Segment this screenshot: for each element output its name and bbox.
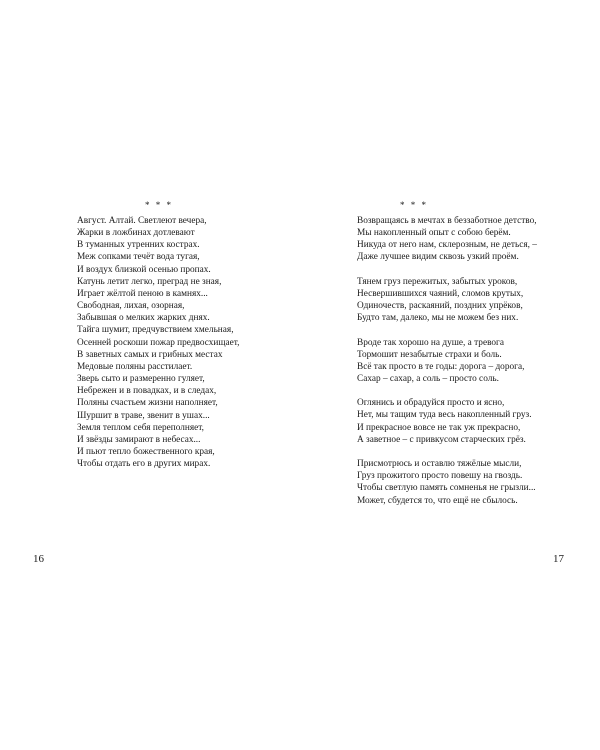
- poem-line: Поляны счастьем жизни наполняет,: [77, 398, 218, 409]
- poem-line: Тайга шумит, предчувствием хмельная,: [77, 325, 234, 336]
- poem-line: Нет, мы тащим туда весь накопленный груз.: [357, 410, 532, 421]
- poem-altai: [77, 215, 277, 470]
- poem-line: Небрежен и в повадках, и в следах,: [77, 386, 217, 397]
- page-number: 16: [33, 553, 44, 565]
- poem-line: Жарки в ложбинах дотлевают: [77, 228, 195, 239]
- poem-line: Осенней роскоши пожар предвосхищает,: [77, 337, 240, 348]
- poem-line: Земля теплом себя переполняет,: [77, 422, 204, 433]
- poem-line: Чтобы светлую память сомненья не грызли...: [357, 483, 536, 494]
- poem-line: Катунь летит легко, преград не зная,: [77, 276, 222, 287]
- poem-childhood: [357, 215, 577, 507]
- section-separator: * * *: [400, 200, 428, 210]
- stanza-gap: [357, 385, 577, 397]
- poem-line: Чтобы отдать его в других мирах.: [77, 459, 211, 470]
- stanza-gap: [357, 264, 577, 276]
- section-separator: * * *: [145, 200, 173, 210]
- poem-line: Медовые поляны расстилает.: [77, 361, 193, 372]
- poem-line: И пьют тепло божественного края,: [77, 446, 215, 457]
- poem-line: Вроде так хорошо на душе, а тревога: [357, 337, 504, 348]
- poem-line: В туманных утренних кострах.: [77, 240, 200, 251]
- poem-line: Сахар – сахар, а соль – просто соль.: [357, 374, 499, 384]
- poem-line: Даже лучшее видим сквозь узкий проём.: [357, 252, 519, 263]
- poem-line: Одиночеств, раскаяний, поздних упрёков,: [357, 301, 523, 312]
- poem-line: Мы накопленный опыт с собою берём.: [357, 228, 511, 239]
- poem-line: И воздух близкой осенью пропах.: [77, 264, 211, 275]
- stanza-gap: [357, 446, 577, 458]
- poem-line: Будто там, далеко, мы не можем без них.: [357, 313, 519, 324]
- poem-line: И прекрасное вовсе не так уж прекрасно,: [357, 422, 521, 433]
- poem-line: Тормошит незабытые страхи и боль.: [357, 349, 502, 360]
- poem-line: Груз прожитого просто повешу на гвоздь.: [357, 471, 523, 482]
- poem-line: Играет жёлтой пеною в камнях...: [77, 288, 208, 299]
- poem-line: Всё так просто в те годы: дорога – дорога,: [357, 361, 525, 372]
- poem-line: Оглянись и обрадуйся просто и ясно,: [357, 398, 505, 409]
- right-page: [300, 0, 600, 750]
- poem-line: Август. Алтай. Светлеют вечера,: [77, 216, 207, 226]
- stanza-gap: [357, 324, 577, 336]
- poem-line: Забывшая о мелких жарких днях.: [77, 313, 210, 324]
- poem-line: И звёзды замирают в небесах...: [77, 434, 201, 445]
- poem-line: Возвращаясь в мечтах в беззаботное детство,: [357, 216, 537, 226]
- poem-line: Тянем груз пережитых, забытых уроков,: [357, 276, 518, 287]
- poem-line: Присмотрюсь и оставлю тяжёлые мысли,: [357, 459, 522, 470]
- poem-line: Свободная, лихая, озорная,: [77, 301, 185, 312]
- poem-line: Шуршит в траве, звенит в ушах...: [77, 410, 210, 421]
- poem-line: Зверь сыто и размеренно гуляет,: [77, 374, 205, 385]
- poem-line: Может, сбудется то, что ещё не сбылось.: [357, 495, 518, 506]
- poem-line: Несвершившихся чаяний, сломов крутых,: [357, 288, 524, 299]
- poem-line: Никуда от него нам, склерозным, не деться, –: [357, 240, 537, 251]
- page-number: 17: [553, 553, 564, 565]
- poem-line: В заветных самых и грибных местах: [77, 349, 223, 360]
- poem-line: А заветное – с привкусом старческих грёз.: [357, 434, 526, 445]
- poem-line: Меж сопками течёт вода тугая,: [77, 252, 200, 263]
